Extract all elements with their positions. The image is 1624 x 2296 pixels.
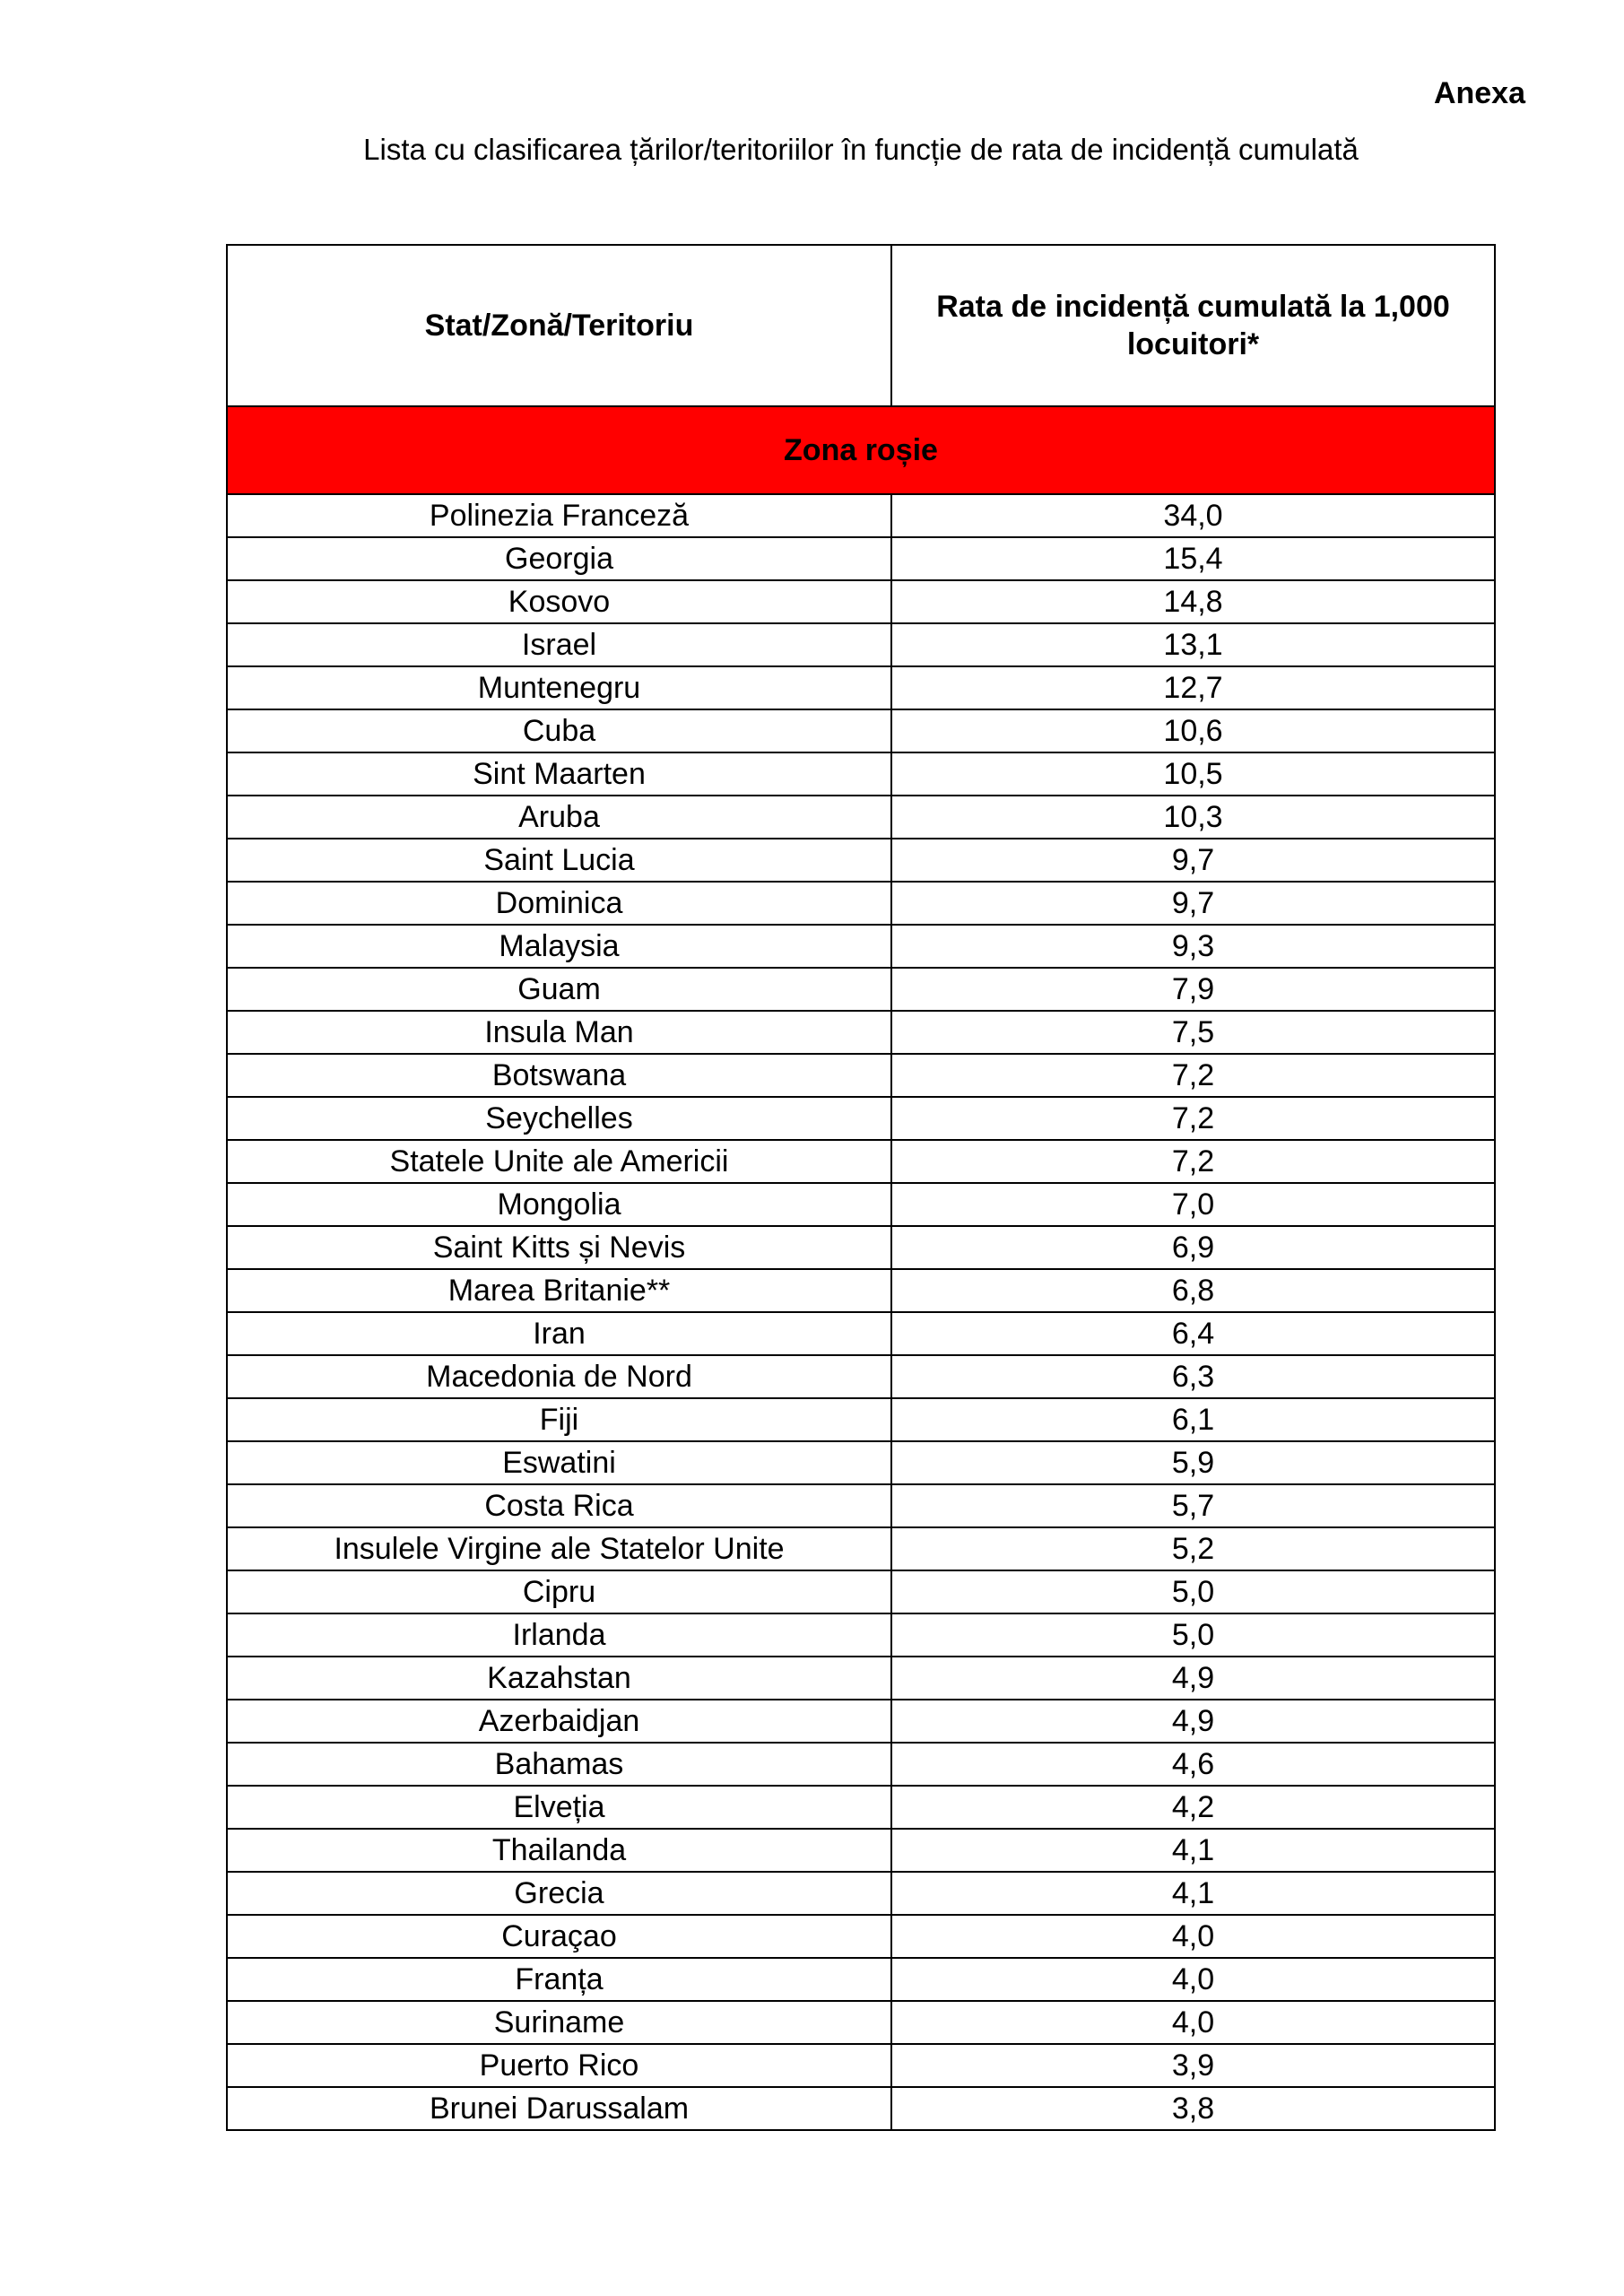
table-row (227, 2044, 1495, 2087)
country-name-cell: Mongolia (227, 1183, 891, 1226)
table-row (227, 752, 1495, 796)
table-row (227, 709, 1495, 752)
country-name-cell: Kazahstan (227, 1657, 891, 1700)
country-name-cell: Cipru (227, 1570, 891, 1613)
country-name-cell: Thailanda (227, 1829, 891, 1872)
country-name-cell: Franța (227, 1958, 891, 2001)
incidence-rate-cell: 6,9 (891, 1226, 1495, 1269)
incidence-rate-cell: 14,8 (891, 580, 1495, 623)
country-name-cell: Statele Unite ale Americii (227, 1140, 891, 1183)
country-name-cell: Irlanda (227, 1613, 891, 1657)
incidence-rate-cell: 34,0 (891, 494, 1495, 537)
country-name-cell: Costa Rica (227, 1484, 891, 1527)
table-row (227, 1570, 1495, 1613)
incidence-rate-cell: 7,2 (891, 1097, 1495, 1140)
country-name-cell: Bahamas (227, 1743, 891, 1786)
table-row (227, 623, 1495, 666)
incidence-rate-cell: 7,9 (891, 968, 1495, 1011)
incidence-rate-cell: 5,0 (891, 1570, 1495, 1613)
country-name-cell: Saint Lucia (227, 839, 891, 882)
incidence-rate-cell: 7,5 (891, 1011, 1495, 1054)
table-row (227, 839, 1495, 882)
incidence-rate-cell: 3,9 (891, 2044, 1495, 2087)
table-row (227, 796, 1495, 839)
incidence-rate-cell: 5,9 (891, 1441, 1495, 1484)
country-name-cell: Brunei Darussalam (227, 2087, 891, 2130)
annex-label: Anexa (1433, 76, 1525, 110)
table-row (227, 2001, 1495, 2044)
column-header-country: Stat/Zonă/Teritoriu (227, 245, 891, 406)
table-row (227, 1786, 1495, 1829)
table-row (227, 925, 1495, 968)
incidence-rate-cell: 3,8 (891, 2087, 1495, 2130)
table-body (227, 406, 1495, 2130)
table-row (227, 1743, 1495, 1786)
country-name-cell: Malaysia (227, 925, 891, 968)
country-name-cell: Curaçao (227, 1915, 891, 1958)
country-name-cell: Muntenegru (227, 666, 891, 709)
table-row (227, 537, 1495, 580)
country-name-cell: Guam (227, 968, 891, 1011)
country-name-cell: Polinezia Franceză (227, 494, 891, 537)
country-name-cell: Suriname (227, 2001, 891, 2044)
incidence-rate-cell: 5,7 (891, 1484, 1495, 1527)
incidence-rate-cell: 10,6 (891, 709, 1495, 752)
incidence-rate-cell: 12,7 (891, 666, 1495, 709)
incidence-rate-cell: 6,3 (891, 1355, 1495, 1398)
country-name-cell: Dominica (227, 882, 891, 925)
incidence-rate-cell: 10,3 (891, 796, 1495, 839)
table-row (227, 1527, 1495, 1570)
table-row (227, 1700, 1495, 1743)
table-row (227, 1829, 1495, 1872)
table-row (227, 1269, 1495, 1312)
table-row (227, 2087, 1495, 2130)
incidence-rate-cell: 4,9 (891, 1657, 1495, 1700)
table-row (227, 1613, 1495, 1657)
incidence-rate-cell: 7,2 (891, 1140, 1495, 1183)
country-name-cell: Kosovo (227, 580, 891, 623)
incidence-rate-cell: 7,0 (891, 1183, 1495, 1226)
table-header-row (227, 245, 1495, 406)
table-row (227, 1097, 1495, 1140)
country-name-cell: Sint Maarten (227, 752, 891, 796)
table-row (227, 666, 1495, 709)
country-name-cell: Cuba (227, 709, 891, 752)
country-name-cell: Fiji (227, 1398, 891, 1441)
table-row (227, 1140, 1495, 1183)
table-row (227, 1484, 1495, 1527)
incidence-rate-cell: 4,6 (891, 1743, 1495, 1786)
incidence-rate-cell: 5,0 (891, 1613, 1495, 1657)
incidence-rate-cell: 6,4 (891, 1312, 1495, 1355)
country-name-cell: Macedonia de Nord (227, 1355, 891, 1398)
incidence-rate-cell: 6,1 (891, 1398, 1495, 1441)
incidence-rate-cell: 15,4 (891, 537, 1495, 580)
country-name-cell: Azerbaidjan (227, 1700, 891, 1743)
country-name-cell: Iran (227, 1312, 891, 1355)
country-name-cell: Marea Britanie** (227, 1269, 891, 1312)
zone-label-red: Zona roșie (227, 406, 1495, 494)
table-row (227, 580, 1495, 623)
table-row (227, 1398, 1495, 1441)
incidence-rate-cell: 7,2 (891, 1054, 1495, 1097)
table-row (227, 1915, 1495, 1958)
incidence-rate-cell: 9,7 (891, 882, 1495, 925)
table-row (227, 968, 1495, 1011)
country-name-cell: Aruba (227, 796, 891, 839)
table-row (227, 1312, 1495, 1355)
country-name-cell: Georgia (227, 537, 891, 580)
incidence-rate-cell: 6,8 (891, 1269, 1495, 1312)
incidence-rate-cell: 9,3 (891, 925, 1495, 968)
country-name-cell: Eswatini (227, 1441, 891, 1484)
incidence-rate-cell: 4,9 (891, 1700, 1495, 1743)
country-name-cell: Insula Man (227, 1011, 891, 1054)
country-name-cell: Elveția (227, 1786, 891, 1829)
country-name-cell: Insulele Virgine ale Statelor Unite (227, 1527, 891, 1570)
country-name-cell: Saint Kitts și Nevis (227, 1226, 891, 1269)
table-row (227, 1183, 1495, 1226)
table-row (227, 1441, 1495, 1484)
document-title-text: Lista cu clasificarea țărilor/teritoriilor în funcție de rata de incidență cumulată (363, 133, 1359, 166)
table-row (227, 494, 1495, 537)
table-row (227, 1226, 1495, 1269)
incidence-rate-cell: 9,7 (891, 839, 1495, 882)
incidence-rate-cell: 4,0 (891, 1915, 1495, 1958)
table-row (227, 1355, 1495, 1398)
country-name-cell: Puerto Rico (227, 2044, 891, 2087)
document-title (0, 132, 1624, 168)
country-name-cell: Botswana (227, 1054, 891, 1097)
incidence-rate-cell: 5,2 (891, 1527, 1495, 1570)
table-row (227, 1872, 1495, 1915)
table-row (227, 882, 1495, 925)
country-name-cell: Grecia (227, 1872, 891, 1915)
incidence-rate-cell: 4,1 (891, 1829, 1495, 1872)
incidence-rate-cell: 4,0 (891, 1958, 1495, 2001)
incidence-rate-table (226, 244, 1496, 2131)
table-row (227, 1011, 1495, 1054)
country-name-cell: Israel (227, 623, 891, 666)
table-row (227, 1657, 1495, 1700)
zone-row (227, 406, 1495, 494)
column-header-rate: Rata de incidență cumulată la 1,000 locuitori* (891, 245, 1495, 406)
incidence-rate-cell: 10,5 (891, 752, 1495, 796)
country-name-cell: Seychelles (227, 1097, 891, 1140)
incidence-rate-cell: 4,1 (891, 1872, 1495, 1915)
incidence-rate-cell: 13,1 (891, 623, 1495, 666)
incidence-rate-cell: 4,0 (891, 2001, 1495, 2044)
table-row (227, 1958, 1495, 2001)
table-row (227, 1054, 1495, 1097)
incidence-rate-cell: 4,2 (891, 1786, 1495, 1829)
